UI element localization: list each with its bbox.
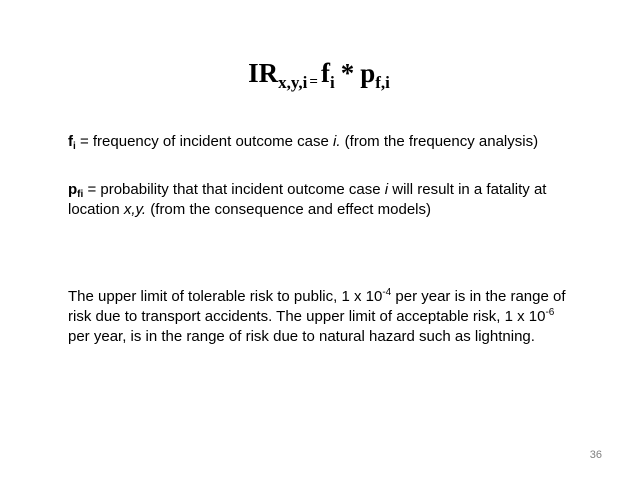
- formula-ir-subscript: x,y,i: [278, 73, 308, 92]
- formula-equals: =: [309, 74, 318, 90]
- formula-ir: IR: [248, 58, 279, 88]
- para-text-1: The upper limit of tolerable risk to public, 1 x 10: [68, 288, 383, 305]
- definition-probability: [68, 180, 568, 220]
- def2-variable: i: [384, 181, 389, 198]
- def2-text-b: will result in a fatality at location: [68, 181, 547, 218]
- page-number: 36: [589, 449, 602, 461]
- def1-variable: i.: [333, 133, 341, 150]
- formula-p-subscript: f,i: [375, 73, 390, 92]
- def1-text-b: (from the frequency analysis): [340, 133, 539, 150]
- para-exponent-2: -6: [545, 307, 555, 318]
- def2-symbol: p: [68, 181, 78, 198]
- risk-limits-paragraph: [68, 287, 568, 347]
- para-text-2: per year is in the range of risk due to transport accidents. The upper limit of acceptable risk, 1 x 10: [68, 288, 566, 325]
- para-exponent-1: -4: [382, 287, 392, 298]
- def1-text-a: = frequency of incident outcome case: [75, 133, 334, 150]
- formula-f-subscript: i: [329, 73, 335, 92]
- def1-symbol-subscript: i: [73, 141, 76, 152]
- formula-multiply: *: [340, 58, 355, 88]
- formula-p: p: [360, 58, 376, 88]
- def2-text-c: (from the consequence and effect models): [146, 201, 431, 218]
- formula-f: f: [320, 58, 330, 88]
- def2-symbol-subscript: fi: [77, 189, 84, 200]
- risk-formula: [0, 58, 638, 91]
- def2-location: x,y.: [123, 201, 147, 218]
- def2-text-a: = probability that that incident outcome case: [83, 181, 385, 198]
- definition-frequency: [68, 132, 568, 152]
- para-text-3: per year, is in the range of risk due to natural hazard such as lightning.: [68, 328, 535, 345]
- def1-symbol: f: [68, 133, 73, 150]
